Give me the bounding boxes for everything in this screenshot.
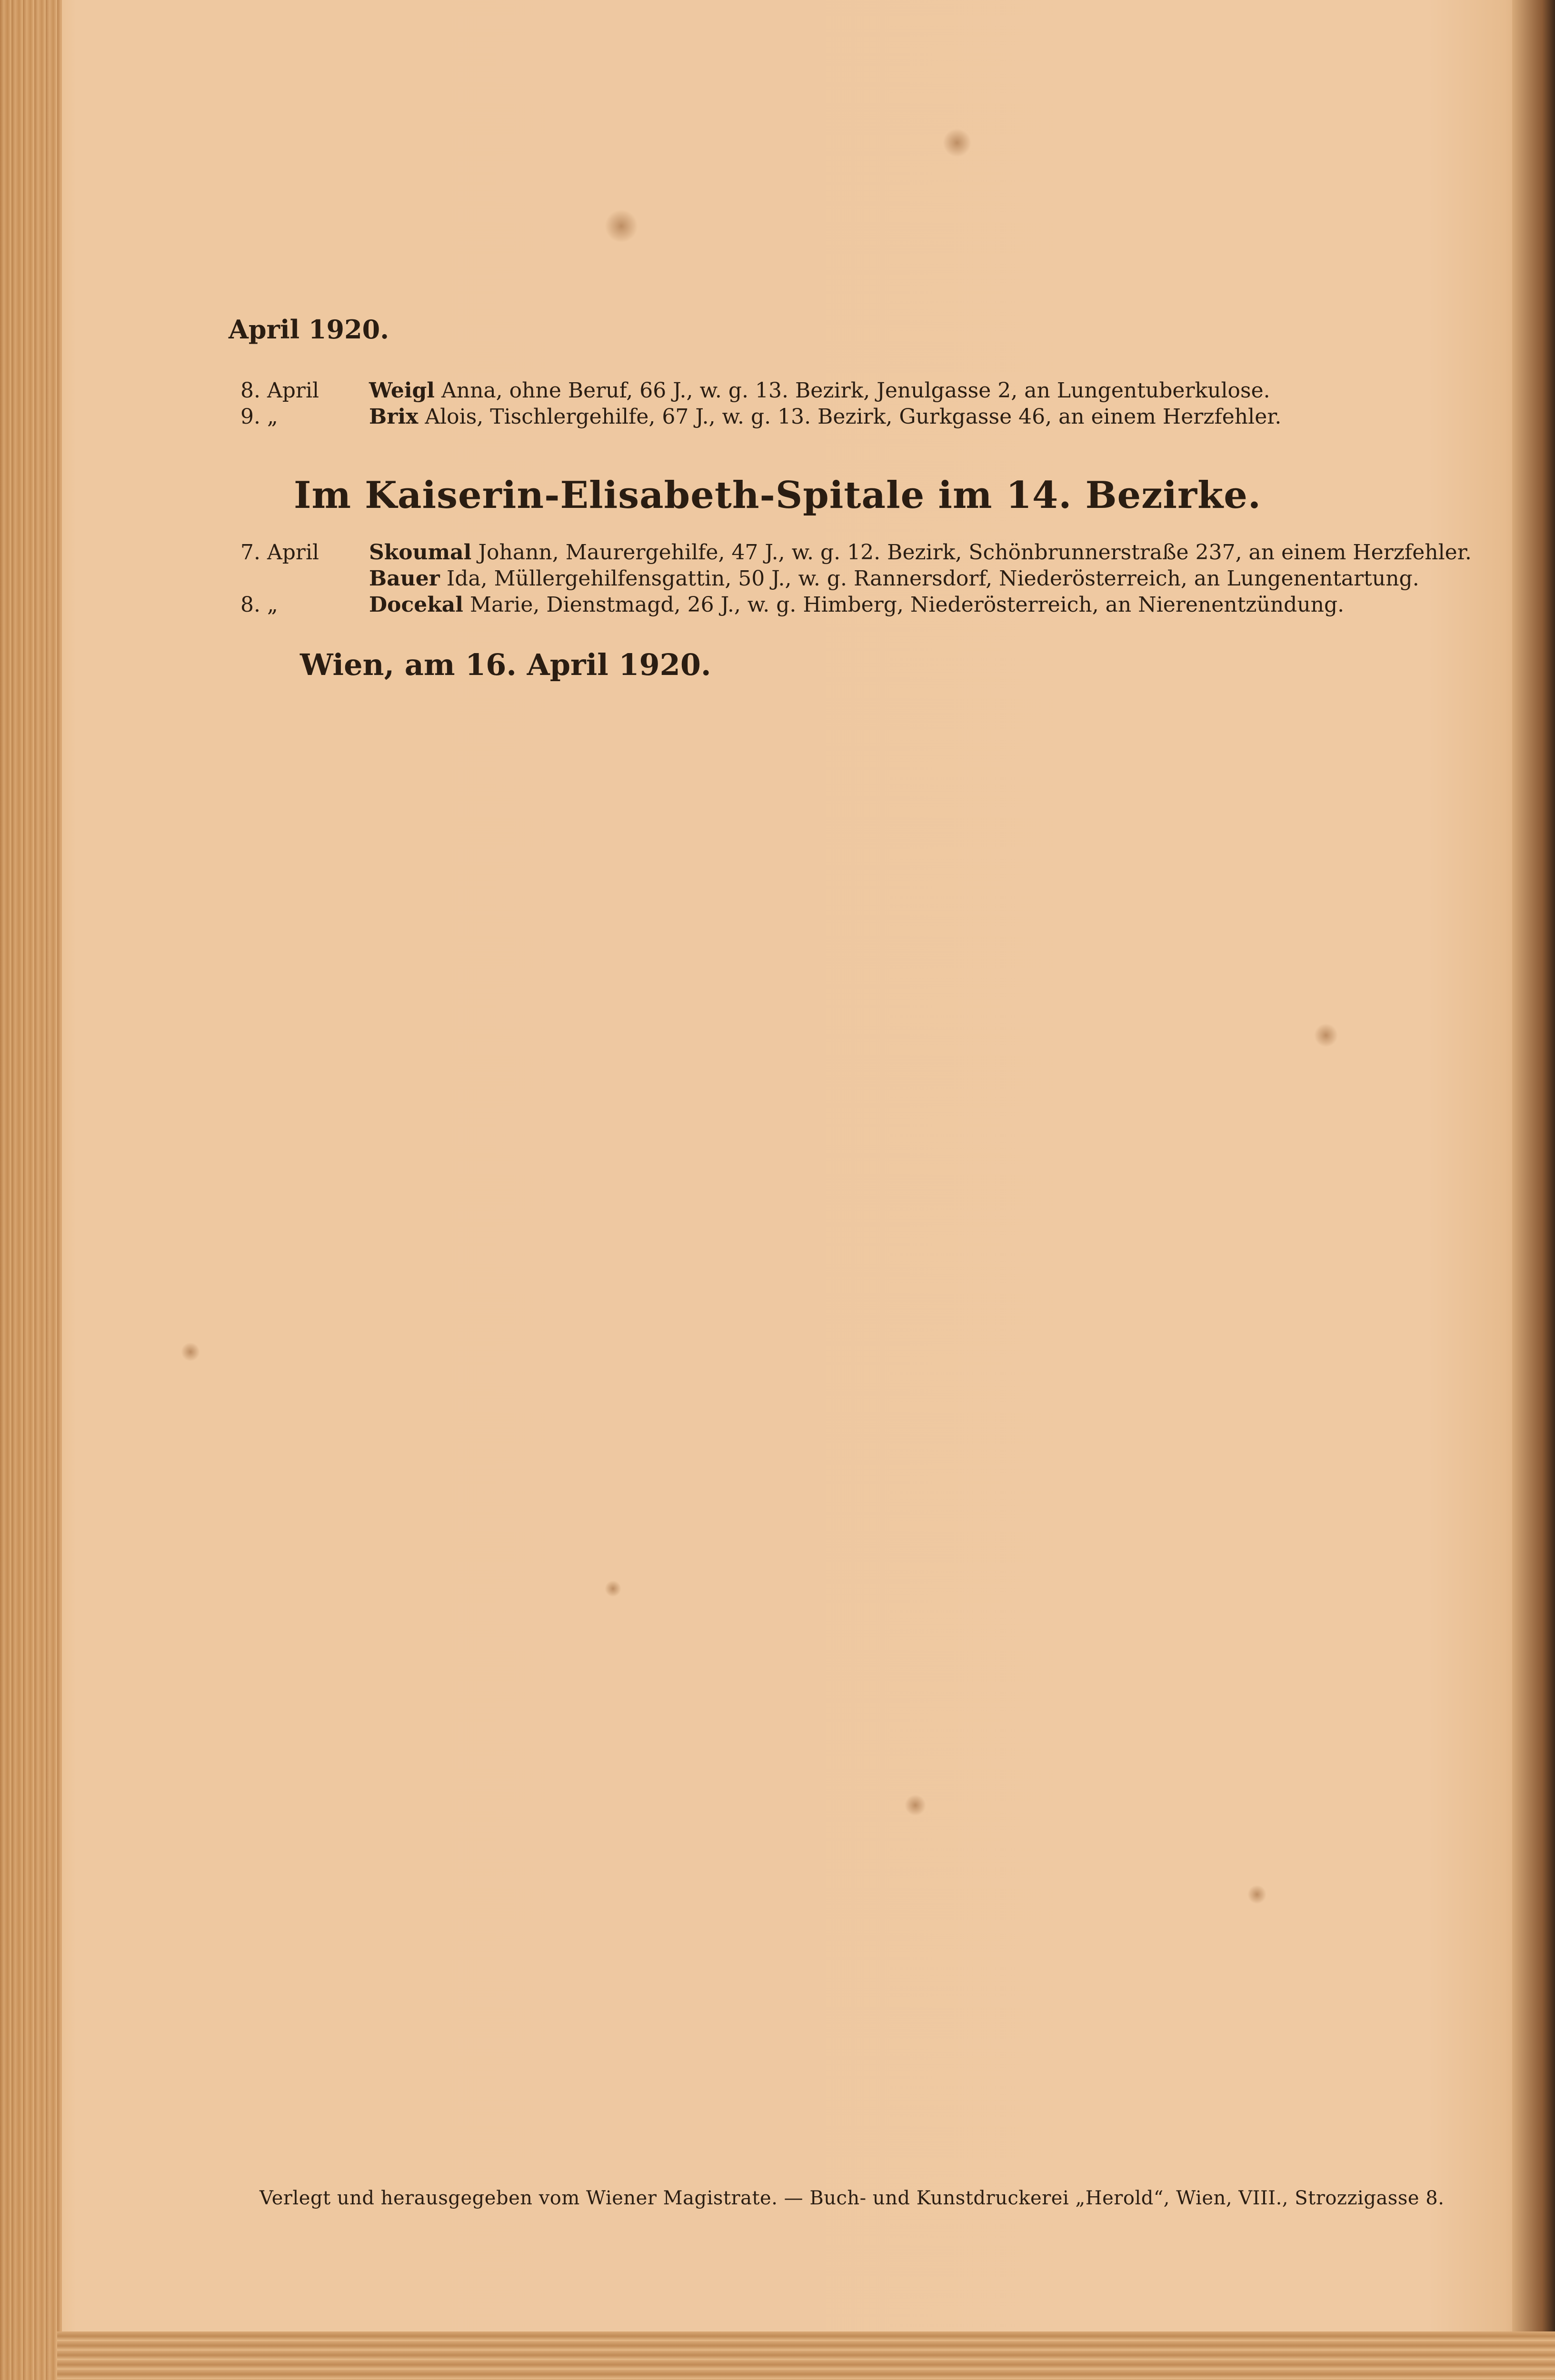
entry-name: Skoumal — [369, 540, 472, 565]
page-edge-right — [1512, 0, 1555, 2380]
entry-text: Anna, ohne Beruf, 66 J., w. g. 13. Bezirk, Jenulgasse 2, an Lungentuberkulose. — [435, 378, 1270, 403]
entry-name: Brix — [369, 405, 419, 429]
paper-stain — [943, 129, 971, 157]
entry-date: 8. April — [240, 378, 319, 403]
paper-stain — [905, 1795, 926, 1816]
page-header: April 1920. — [229, 314, 389, 345]
entry-text: Ida, Müllergehilfensgattin, 50 J., w. g. Rannersdorf, Niederösterreich, an Lungenentartung. — [439, 566, 1419, 591]
entry-date: 9. „ — [240, 405, 278, 429]
page-footer: Verlegt und herausgegeben vom Wiener Magistrate. — Buch- und Kunstdruckerei „Herold“, Wien, VIII., Strozzigasse 8. — [259, 2187, 1445, 2209]
entry-name: Bauer — [369, 566, 440, 591]
entry-body — [369, 378, 1270, 403]
entry-text: Johann, Maurergehilfe, 47 J., w. g. 12. Bezirk, Schönbrunnerstraße 237, an einem Herzfehler. — [471, 540, 1472, 565]
entry-body — [369, 566, 1419, 591]
section-heading: Im Kaiserin-Elisabeth-Spitale im 14. Bezirke. — [294, 474, 1261, 517]
paper-stain — [605, 1580, 621, 1597]
entry-body — [369, 593, 1344, 617]
page-edge-bottom — [57, 2331, 1555, 2380]
entry-name: Docekal — [369, 593, 463, 617]
entry-body — [369, 540, 1472, 565]
entry-body — [369, 405, 1281, 429]
entry-text: Marie, Dienstmagd, 26 J., w. g. Himberg, Niederösterreich, an Nierenentzündung. — [463, 593, 1345, 617]
paper-stain — [181, 1342, 200, 1361]
entry-name: Weigl — [369, 378, 435, 403]
closing-line: Wien, am 16. April 1920. — [300, 647, 711, 682]
entry-text: Alois, Tischlergehilfe, 67 J., w. g. 13. Bezirk, Gurkgasse 46, an einem Herzfehler. — [418, 405, 1282, 429]
page-edge-left — [0, 0, 62, 2380]
paper-stain — [1247, 1885, 1266, 1904]
paper-stain — [605, 209, 638, 243]
entry-date: 8. „ — [240, 593, 278, 617]
entry-date: 7. April — [240, 540, 319, 565]
paper-stain — [1314, 1023, 1338, 1047]
